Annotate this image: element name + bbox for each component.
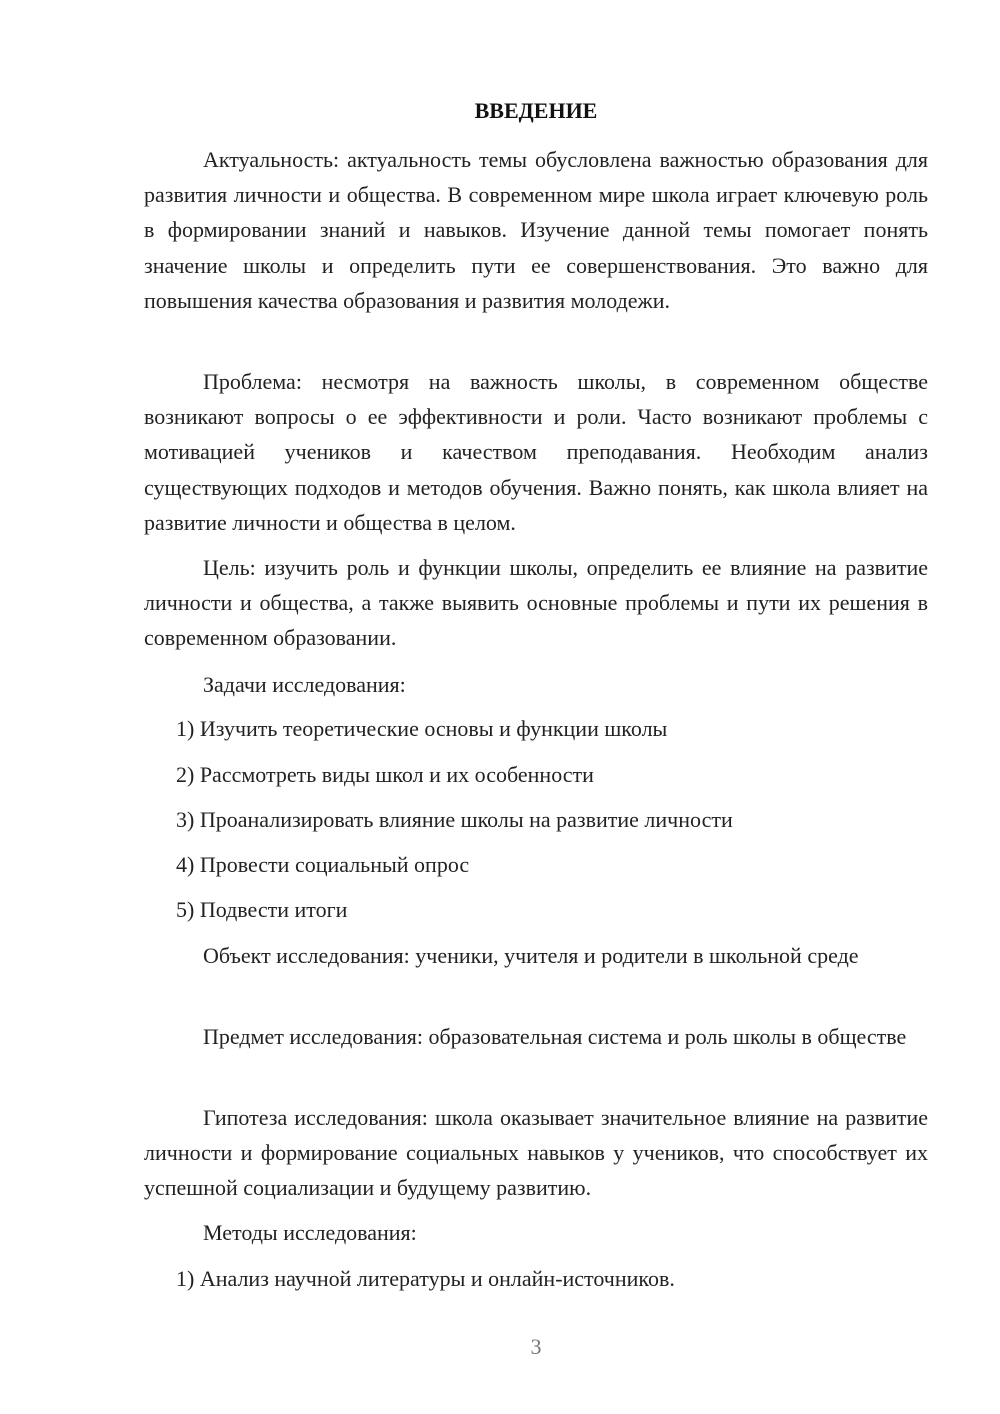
goal-paragraph: Цель: изучить роль и функции школы, определить ее влияние на развитие личности и общества, а также выявить основные проблемы и пути их решения в современном образовании. <box>144 555 928 651</box>
task-item-2: 2) Рассмотреть виды школ и их особенности <box>176 762 594 787</box>
problem-paragraph: Проблема: несмотря на важность школы, в современном обществе возникают вопросы о ее эффективности и роли. Часто возникают проблемы с мотивацией учеников и качеством преподавания. Необходим анализ существующих подходов и методов обучения. Важно понять, как школа влияет на развитие личности и общества в целом. <box>144 369 928 535</box>
task-item-5: 5) Подвести итоги <box>176 897 348 922</box>
document-page <box>144 0 928 1414</box>
tasks-heading: Задачи исследования: <box>203 672 406 697</box>
object-paragraph: Объект исследования: ученики, учителя и родители в школьной среде <box>203 943 859 968</box>
subject-paragraph: Предмет исследования: образовательная система и роль школы в обществе <box>203 1024 907 1049</box>
task-item-1: 1) Изучить теоретические основы и функции школы <box>176 716 668 741</box>
relevance-paragraph: Актуальность: актуальность темы обусловлена важностью образования для развития личности и общества. В современном мире школа играет ключевую роль в формировании знаний и навыков. Изучение данной темы помогает понять значение школы и определить пути ее совершенствования. Это важно для повышения качества образования и развития молодежи. <box>144 147 928 313</box>
task-item-3: 3) Проанализировать влияние школы на развитие личности <box>176 807 733 832</box>
task-item-4: 4) Провести социальный опрос <box>176 852 470 877</box>
method-item-1: 1) Анализ научной литературы и онлайн-источников. <box>176 1266 675 1291</box>
methods-heading: Методы исследования: <box>203 1220 417 1245</box>
page-number: 3 <box>530 1334 542 1359</box>
hypothesis-paragraph: Гипотеза исследования: школа оказывает значительное влияние на развитие личности и формирование социальных навыков у учеников, что способствует их успешной социализации и будущему развитию. <box>144 1105 928 1201</box>
page-title: ВВЕДЕНИЕ <box>474 98 598 123</box>
